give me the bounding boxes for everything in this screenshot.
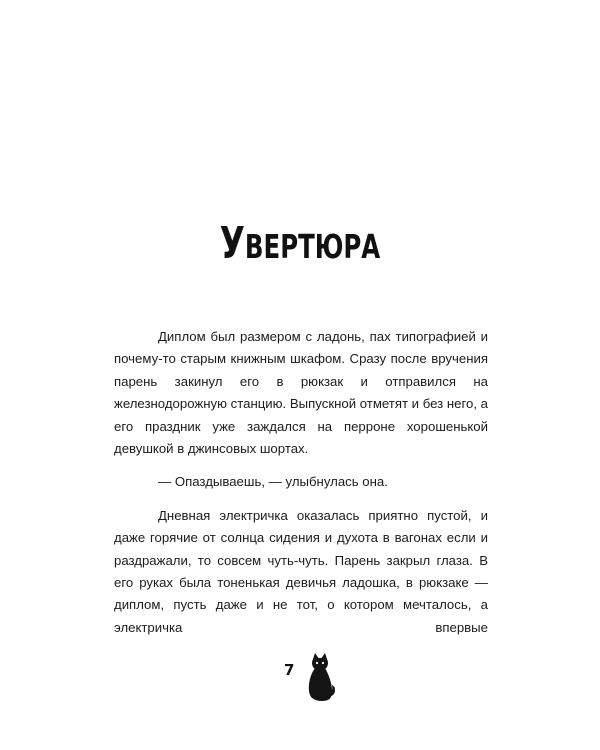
chapter-body: [114, 326, 488, 639]
chapter-title-initial: У: [219, 218, 245, 269]
page-number: 7: [284, 661, 295, 679]
cat-silhouette-icon: [304, 653, 336, 701]
paragraph: Дневная электричка оказалась приятно пустой, и даже горячие от солнца сидения и духота в вагонах если и раздражали, то совсем чуть-чуть. Парень закрыл глаза. В его руках была тоненькая девичья ладошка, в рюкзаке — диплом, пусть даже и не тот, о котором мечталось, а электричка впервые: [114, 507, 488, 635]
chapter-title-rest: ВЕРТЮРА: [244, 227, 381, 266]
paragraph: Диплом был размером с ладонь, пах типографией и почему-то старым книжным шкафом. Сразу после вручения парень закинул его в рюкзак и отправился на железнодорожную станцию. Выпускной отметят и без него, а его праздник уже заждался на перроне хорошенькой девушкой в джинсовых шортах.: [114, 329, 488, 457]
paragraph: — Опаздываешь, — улыбнулась она.: [158, 474, 388, 490]
chapter-title: [78, 216, 522, 275]
